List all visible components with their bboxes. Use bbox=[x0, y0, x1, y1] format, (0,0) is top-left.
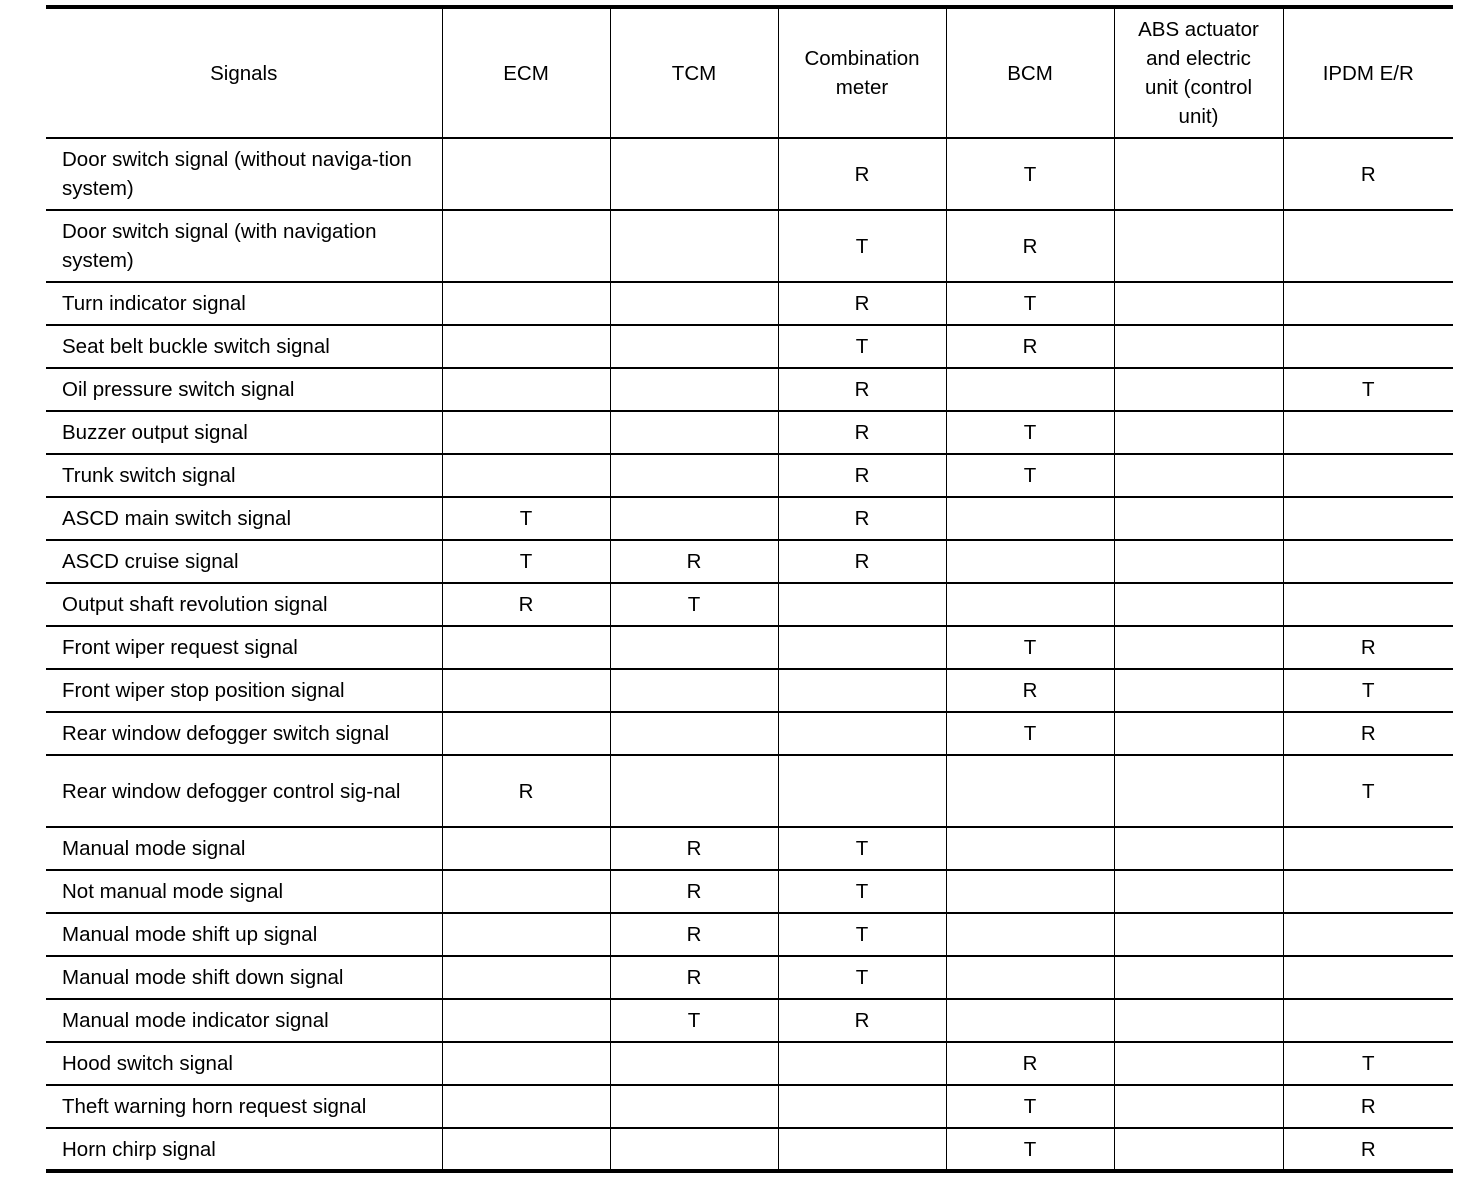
signal-role-cell bbox=[1283, 282, 1453, 325]
signal-role-cell bbox=[946, 755, 1114, 827]
signal-role-cell bbox=[1283, 497, 1453, 540]
signal-role-cell bbox=[442, 454, 610, 497]
signal-role-cell bbox=[442, 712, 610, 755]
signal-role-cell bbox=[1114, 454, 1283, 497]
signal-name-cell: Turn indicator signal bbox=[46, 282, 442, 325]
signal-role-cell bbox=[610, 368, 778, 411]
table-row bbox=[46, 282, 1453, 325]
signal-role-cell bbox=[1114, 626, 1283, 669]
signal-role-cell bbox=[610, 497, 778, 540]
signal-role-cell bbox=[946, 497, 1114, 540]
signal-role-cell: T bbox=[442, 540, 610, 583]
signal-name-cell: Not manual mode signal bbox=[46, 870, 442, 913]
signal-role-cell bbox=[1114, 583, 1283, 626]
signal-role-cell: T bbox=[778, 913, 946, 956]
signal-role-cell bbox=[610, 454, 778, 497]
signal-role-cell bbox=[946, 999, 1114, 1042]
signal-role-cell: R bbox=[778, 282, 946, 325]
signal-role-cell bbox=[1283, 956, 1453, 999]
signal-name-cell: Door switch signal (without naviga-tion system) bbox=[46, 138, 442, 210]
signal-role-cell bbox=[946, 870, 1114, 913]
signal-role-cell: R bbox=[442, 583, 610, 626]
signal-role-cell: R bbox=[1283, 1085, 1453, 1128]
signal-role-cell bbox=[778, 1042, 946, 1085]
header-signals: Signals bbox=[46, 7, 442, 138]
table-row bbox=[46, 827, 1453, 870]
signal-role-cell bbox=[1114, 368, 1283, 411]
signal-role-cell bbox=[1283, 210, 1453, 282]
signal-name-cell: Theft warning horn request signal bbox=[46, 1085, 442, 1128]
signal-role-cell: R bbox=[1283, 626, 1453, 669]
signal-role-cell: R bbox=[778, 454, 946, 497]
signal-role-cell bbox=[1114, 138, 1283, 210]
header-ecm: ECM bbox=[442, 7, 610, 138]
header-ipdm-er: IPDM E/R bbox=[1283, 7, 1453, 138]
signal-role-cell bbox=[442, 669, 610, 712]
signal-role-cell bbox=[1114, 497, 1283, 540]
signal-role-cell bbox=[1283, 999, 1453, 1042]
signal-role-cell bbox=[610, 1128, 778, 1171]
signal-role-cell bbox=[442, 913, 610, 956]
signal-role-cell bbox=[1283, 827, 1453, 870]
signal-role-cell: T bbox=[1283, 1042, 1453, 1085]
signal-role-cell: R bbox=[946, 669, 1114, 712]
signal-role-cell bbox=[1114, 669, 1283, 712]
signal-role-cell bbox=[1283, 411, 1453, 454]
signal-role-cell bbox=[442, 1128, 610, 1171]
signal-role-cell bbox=[610, 210, 778, 282]
signal-name-cell: Output shaft revolution signal bbox=[46, 583, 442, 626]
table-row bbox=[46, 583, 1453, 626]
signal-role-cell bbox=[610, 669, 778, 712]
table-row bbox=[46, 755, 1453, 827]
table-row bbox=[46, 411, 1453, 454]
table-row bbox=[46, 497, 1453, 540]
table-row bbox=[46, 712, 1453, 755]
signal-role-cell bbox=[442, 138, 610, 210]
signal-name-cell: Front wiper request signal bbox=[46, 626, 442, 669]
signal-role-cell: T bbox=[778, 325, 946, 368]
signal-name-cell: Door switch signal (with navigation system) bbox=[46, 210, 442, 282]
signal-name-cell: Manual mode shift up signal bbox=[46, 913, 442, 956]
header-combination-meter: Combination meter bbox=[778, 7, 946, 138]
signal-name-cell: Hood switch signal bbox=[46, 1042, 442, 1085]
signal-name-cell: Rear window defogger switch signal bbox=[46, 712, 442, 755]
signal-role-cell bbox=[610, 138, 778, 210]
signal-role-cell bbox=[442, 827, 610, 870]
header-tcm: TCM bbox=[610, 7, 778, 138]
signal-role-cell bbox=[610, 282, 778, 325]
signal-role-cell bbox=[1283, 540, 1453, 583]
signal-role-cell: T bbox=[1283, 669, 1453, 712]
signal-role-cell bbox=[1114, 1128, 1283, 1171]
signal-role-cell bbox=[778, 1128, 946, 1171]
signal-role-cell bbox=[442, 1085, 610, 1128]
signal-role-cell: T bbox=[946, 282, 1114, 325]
table-row bbox=[46, 669, 1453, 712]
signal-role-cell: R bbox=[946, 1042, 1114, 1085]
table-row bbox=[46, 1085, 1453, 1128]
signal-name-cell: Horn chirp signal bbox=[46, 1128, 442, 1171]
signal-role-cell: R bbox=[610, 913, 778, 956]
signal-role-cell bbox=[442, 325, 610, 368]
signal-role-cell bbox=[442, 282, 610, 325]
signal-role-cell bbox=[442, 368, 610, 411]
signal-role-cell bbox=[1114, 913, 1283, 956]
signal-name-cell: ASCD main switch signal bbox=[46, 497, 442, 540]
signal-role-cell: R bbox=[778, 138, 946, 210]
signal-role-cell bbox=[1114, 999, 1283, 1042]
signal-name-cell: Rear window defogger control sig-nal bbox=[46, 755, 442, 827]
signal-role-cell bbox=[778, 1085, 946, 1128]
signal-role-cell bbox=[1114, 755, 1283, 827]
table-row bbox=[46, 210, 1453, 282]
signal-role-cell: R bbox=[1283, 1128, 1453, 1171]
signal-role-cell bbox=[442, 870, 610, 913]
signal-role-cell bbox=[1114, 712, 1283, 755]
signal-role-cell bbox=[1114, 1085, 1283, 1128]
signal-role-cell bbox=[946, 540, 1114, 583]
table-row bbox=[46, 1128, 1453, 1171]
signal-name-cell: Manual mode shift down signal bbox=[46, 956, 442, 999]
signal-role-cell bbox=[1114, 870, 1283, 913]
signal-role-cell bbox=[778, 712, 946, 755]
table-row bbox=[46, 138, 1453, 210]
signal-role-cell: R bbox=[610, 956, 778, 999]
signal-role-cell: T bbox=[610, 583, 778, 626]
signal-role-cell: T bbox=[946, 712, 1114, 755]
signal-role-cell: T bbox=[1283, 368, 1453, 411]
signal-role-cell bbox=[946, 583, 1114, 626]
signal-role-cell: T bbox=[946, 626, 1114, 669]
signal-role-cell: R bbox=[946, 210, 1114, 282]
signal-role-cell bbox=[946, 913, 1114, 956]
signal-role-cell: R bbox=[610, 540, 778, 583]
signal-role-cell bbox=[1114, 325, 1283, 368]
signal-role-cell bbox=[610, 755, 778, 827]
signal-role-cell bbox=[442, 999, 610, 1042]
signal-role-cell: T bbox=[1283, 755, 1453, 827]
signal-role-cell: T bbox=[442, 497, 610, 540]
table-row bbox=[46, 1042, 1453, 1085]
header-row bbox=[46, 7, 1453, 138]
signal-role-cell bbox=[1114, 282, 1283, 325]
signal-role-cell bbox=[442, 626, 610, 669]
signal-role-cell bbox=[610, 1042, 778, 1085]
signal-role-cell bbox=[1283, 913, 1453, 956]
signal-role-cell: T bbox=[778, 210, 946, 282]
signal-role-cell bbox=[610, 325, 778, 368]
signal-role-cell: R bbox=[610, 827, 778, 870]
signal-role-cell: R bbox=[778, 497, 946, 540]
signal-role-cell bbox=[442, 956, 610, 999]
signal-role-cell: R bbox=[610, 870, 778, 913]
signal-role-cell: T bbox=[946, 454, 1114, 497]
table-row bbox=[46, 454, 1453, 497]
table-row bbox=[46, 913, 1453, 956]
signal-role-cell: R bbox=[778, 999, 946, 1042]
signal-role-cell bbox=[1114, 1042, 1283, 1085]
signal-role-cell: T bbox=[778, 956, 946, 999]
signal-role-cell bbox=[442, 1042, 610, 1085]
table-row bbox=[46, 325, 1453, 368]
signal-role-cell bbox=[610, 712, 778, 755]
signal-role-cell bbox=[1114, 827, 1283, 870]
signal-role-cell bbox=[1283, 583, 1453, 626]
signal-role-cell bbox=[442, 210, 610, 282]
signal-role-cell bbox=[1114, 540, 1283, 583]
signal-table bbox=[46, 5, 1453, 1173]
signal-role-cell: R bbox=[778, 368, 946, 411]
signal-role-cell: T bbox=[946, 1085, 1114, 1128]
header-abs-actuator: ABS actuator and electric unit (control unit) bbox=[1114, 7, 1283, 138]
signal-role-cell bbox=[1283, 325, 1453, 368]
signal-name-cell: Manual mode indicator signal bbox=[46, 999, 442, 1042]
signal-role-cell: T bbox=[946, 138, 1114, 210]
table-row bbox=[46, 368, 1453, 411]
signal-role-cell bbox=[946, 368, 1114, 411]
signal-role-cell bbox=[778, 583, 946, 626]
signal-role-cell: T bbox=[946, 1128, 1114, 1171]
signal-role-cell bbox=[610, 626, 778, 669]
table-row bbox=[46, 870, 1453, 913]
signal-role-cell bbox=[778, 669, 946, 712]
signal-role-cell: T bbox=[778, 870, 946, 913]
signal-role-cell: R bbox=[778, 540, 946, 583]
signal-name-cell: Seat belt buckle switch signal bbox=[46, 325, 442, 368]
header-bcm: BCM bbox=[946, 7, 1114, 138]
signal-name-cell: Buzzer output signal bbox=[46, 411, 442, 454]
signal-role-cell bbox=[778, 755, 946, 827]
signal-name-cell: Oil pressure switch signal bbox=[46, 368, 442, 411]
signal-role-cell bbox=[946, 827, 1114, 870]
signal-role-cell: R bbox=[1283, 138, 1453, 210]
signal-role-cell: R bbox=[946, 325, 1114, 368]
signal-role-cell bbox=[1114, 210, 1283, 282]
signal-role-cell: T bbox=[610, 999, 778, 1042]
signal-role-cell bbox=[442, 411, 610, 454]
signal-role-cell bbox=[1114, 411, 1283, 454]
signal-role-cell bbox=[610, 411, 778, 454]
table-row bbox=[46, 956, 1453, 999]
table-row bbox=[46, 999, 1453, 1042]
signal-role-cell bbox=[1283, 454, 1453, 497]
table-row bbox=[46, 540, 1453, 583]
signal-name-cell: ASCD cruise signal bbox=[46, 540, 442, 583]
signal-role-cell bbox=[1114, 956, 1283, 999]
signal-role-cell bbox=[778, 626, 946, 669]
table-row bbox=[46, 626, 1453, 669]
signal-role-cell: T bbox=[778, 827, 946, 870]
signal-role-cell: R bbox=[1283, 712, 1453, 755]
signal-role-cell bbox=[610, 1085, 778, 1128]
signal-role-cell: T bbox=[946, 411, 1114, 454]
signal-name-cell: Front wiper stop position signal bbox=[46, 669, 442, 712]
signal-role-cell: R bbox=[778, 411, 946, 454]
signal-name-cell: Manual mode signal bbox=[46, 827, 442, 870]
signal-role-cell: R bbox=[442, 755, 610, 827]
signal-role-cell bbox=[946, 956, 1114, 999]
signal-name-cell: Trunk switch signal bbox=[46, 454, 442, 497]
signal-role-cell bbox=[1283, 870, 1453, 913]
